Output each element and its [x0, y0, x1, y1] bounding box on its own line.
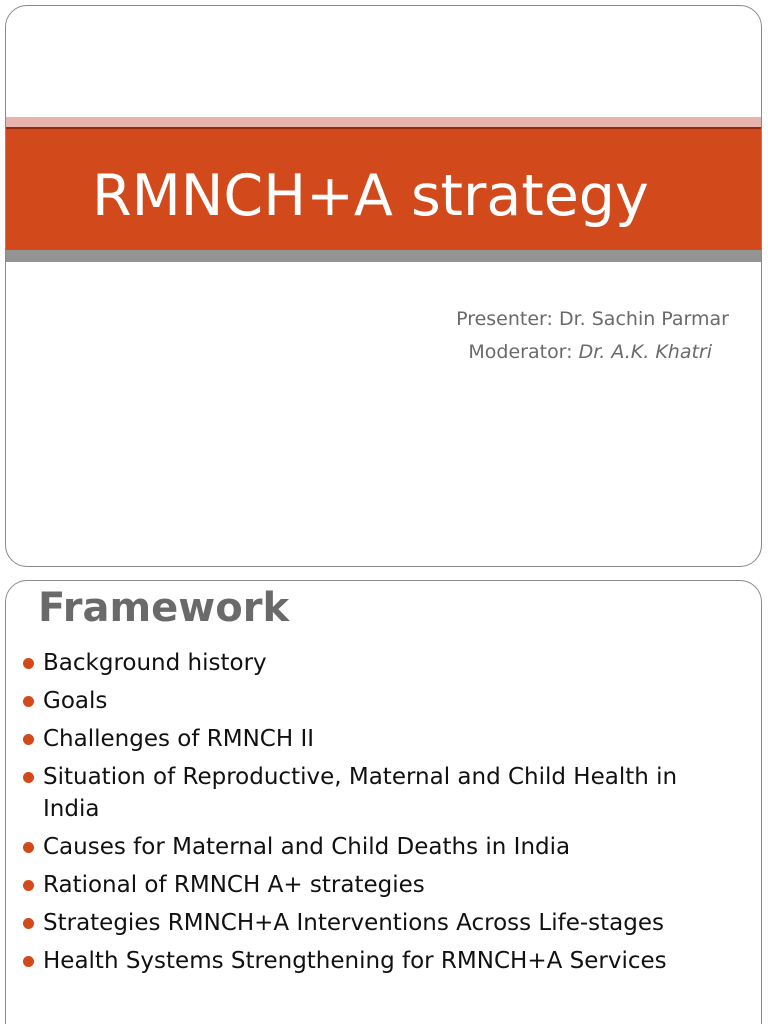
bullet-text: Causes for Maternal and Child Deaths in India — [43, 834, 571, 860]
moderator-name: Dr. A.K. Khatri — [578, 341, 712, 363]
bullet-text: Strategies RMNCH+A Interventions Across Life-stages — [43, 910, 664, 936]
presenter-text: Presenter: Dr. Sachin Parmar — [456, 308, 729, 330]
bullet-text: Challenges of RMNCH II — [43, 726, 315, 752]
bullet-dot-icon — [23, 918, 34, 929]
bullet-item — [18, 907, 708, 939]
bullet-item — [18, 761, 708, 825]
slide-title: RMNCH+A strategy — [92, 163, 649, 229]
bullet-list — [18, 647, 708, 983]
moderator-label: Moderator: — [468, 341, 579, 363]
framework-title: Framework — [38, 585, 290, 631]
bullet-item — [18, 869, 708, 901]
bullet-item — [18, 685, 708, 717]
title-slide — [5, 5, 762, 567]
bullet-text: Health Systems Strengthening for RMNCH+A Services — [43, 948, 667, 974]
bullet-dot-icon — [23, 772, 34, 783]
bullet-text: Goals — [43, 688, 108, 714]
bullet-item — [18, 723, 708, 755]
framework-slide — [5, 580, 762, 1024]
bullet-dot-icon — [23, 880, 34, 891]
moderator-text — [468, 341, 712, 363]
bullet-dot-icon — [23, 842, 34, 853]
bullet-text: Situation of Reproductive, Maternal and Child Health in India — [43, 764, 678, 822]
title-band-top-stripe — [6, 117, 761, 127]
bullet-item — [18, 945, 708, 977]
bullet-dot-icon — [23, 956, 34, 967]
bullet-dot-icon — [23, 658, 34, 669]
bullet-item — [18, 831, 708, 863]
bullet-text: Background history — [43, 650, 267, 676]
bullet-dot-icon — [23, 734, 34, 745]
bullet-text: Rational of RMNCH A+ strategies — [43, 872, 425, 898]
bullet-dot-icon — [23, 696, 34, 707]
title-band-bottom-stripe — [6, 250, 761, 262]
bullet-item — [18, 647, 708, 679]
title-band-divider — [6, 127, 761, 129]
